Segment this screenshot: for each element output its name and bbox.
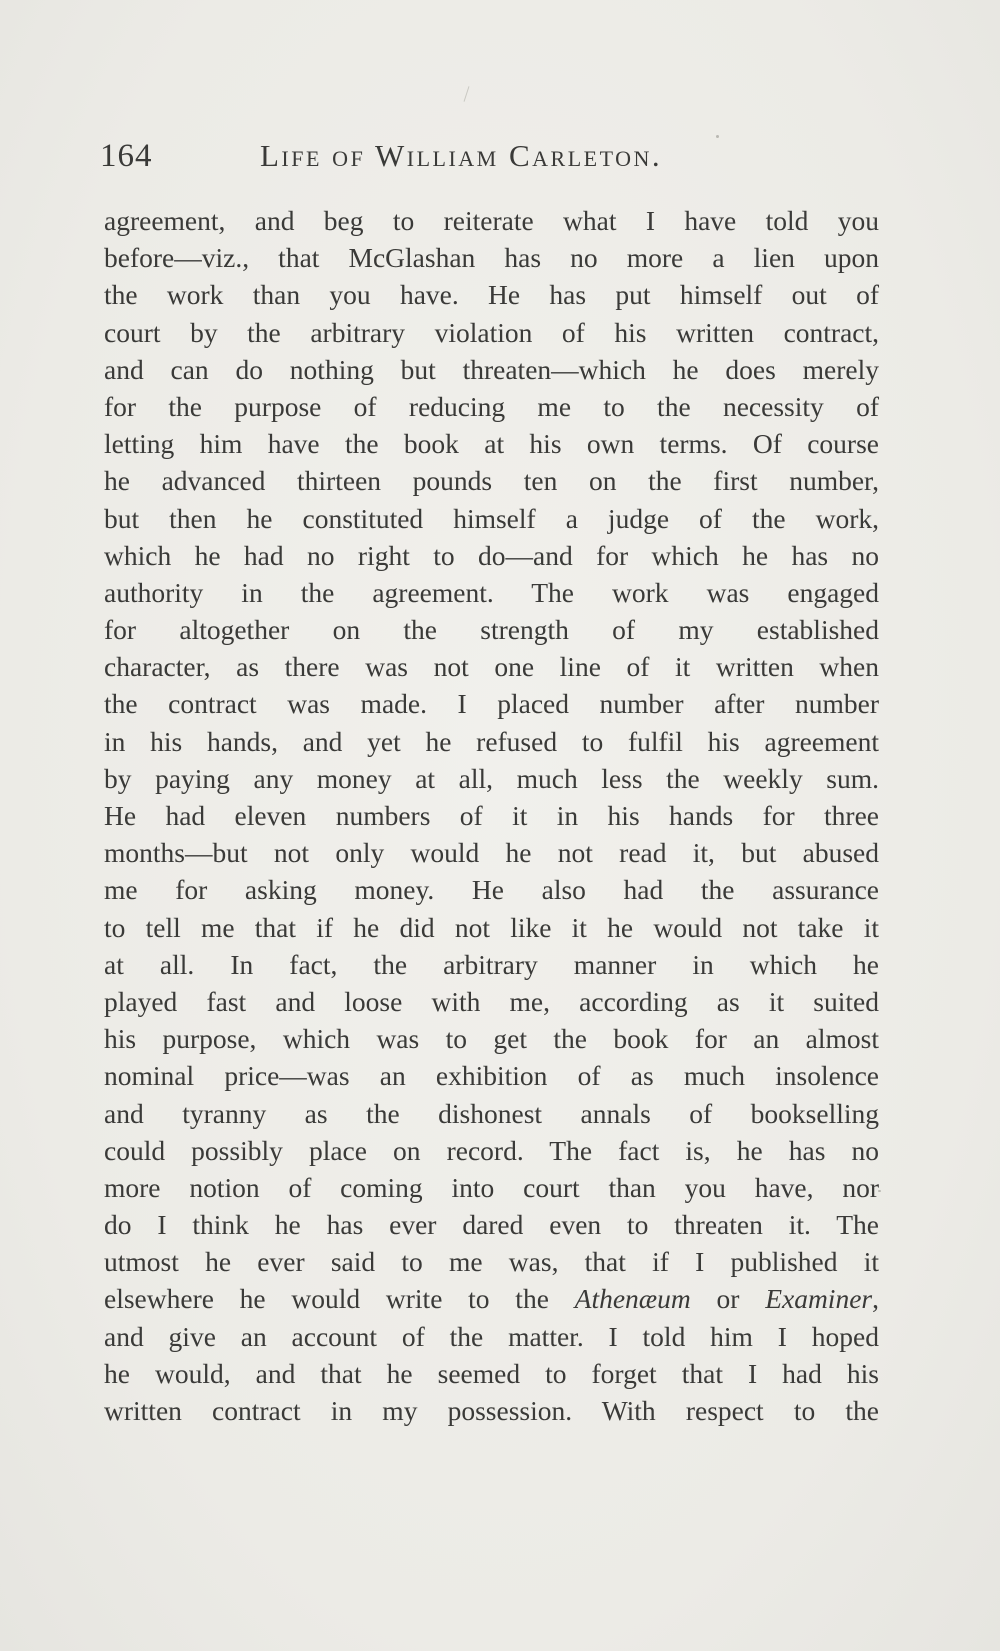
text-segment: , xyxy=(872,1283,879,1315)
text-line: the contract was made. I placed number after number xyxy=(104,688,879,720)
text-line-with-italics xyxy=(104,1280,879,1317)
text-line: and can do nothing but threaten—which he does merely xyxy=(104,353,879,385)
text-segment: elsewhere he would write to the xyxy=(104,1283,575,1315)
text-line: before—viz., that McGlashan has no more a lien upon xyxy=(104,242,879,274)
text-line: authority in the agreement. The work was engaged xyxy=(104,576,879,608)
text-line: played fast and loose with me, according as it suited xyxy=(104,985,879,1017)
text-line: He had eleven numbers of it in his hands for three xyxy=(104,800,879,831)
page-number: 164 xyxy=(100,138,153,174)
text-line: written contract in my possession. With respect to the xyxy=(104,1395,879,1426)
text-line: he would, and that he seemed to forget that I had his xyxy=(104,1357,879,1389)
text-line: in his hands, and yet he refused to fulfil his agreement xyxy=(104,725,879,757)
text-line: agreement, and beg to reiterate what I have told you xyxy=(104,205,879,236)
text-line: letting him have the book at his own terms. Of course xyxy=(104,428,879,460)
text-line: do I think he has ever dared even to threaten it. The xyxy=(104,1209,879,1241)
text-line: which he had no right to do—and for which he has no xyxy=(104,539,879,571)
running-title: Life of William Carleton. xyxy=(260,138,663,173)
text-line: he advanced thirteen pounds ten on the first number, xyxy=(104,465,879,497)
body-text xyxy=(104,202,879,1429)
text-line: for altogether on the strength of my established xyxy=(104,614,879,646)
text-line: me for asking money. He also had the assurance xyxy=(104,874,879,906)
text-line: but then he constituted himself a judge of the work, xyxy=(104,502,879,534)
page-header xyxy=(100,138,900,188)
text-line: and tyranny as the dishonest annals of bookselling xyxy=(104,1097,879,1129)
text-segment: or xyxy=(690,1283,766,1315)
text-line: to tell me that if he did not like it he would not take it xyxy=(104,911,879,943)
text-line: more notion of coming into court than you have, nor xyxy=(104,1171,879,1203)
text-line: months—but not only would he not read it, but abused xyxy=(104,837,879,869)
text-line: court by the arbitrary violation of his written contract, xyxy=(104,316,879,348)
text-line: and give an account of the matter. I told him I hoped xyxy=(104,1320,879,1352)
text-line: character, as there was not one line of it written when xyxy=(104,651,879,683)
text-line: at all. In fact, the arbitrary manner in which he xyxy=(104,948,879,980)
italic-title-athenaeum: Athenæum xyxy=(574,1283,691,1315)
text-line: his purpose, which was to get the book for an almost xyxy=(104,1023,879,1055)
text-line: could possibly place on record. The fact is, he has no xyxy=(104,1134,879,1166)
text-line: nominal price—was an exhibition of as much insolence xyxy=(104,1060,879,1092)
text-line: by paying any money at all, much less the weekly sum. xyxy=(104,762,879,794)
paper-mark xyxy=(464,86,470,102)
text-line: the work than you have. He has put himself out of xyxy=(104,279,879,311)
italic-title-examiner: Examiner xyxy=(765,1283,873,1315)
text-line: for the purpose of reducing me to the necessity of xyxy=(104,390,879,422)
text-line: utmost he ever said to me was, that if I published it xyxy=(104,1246,879,1278)
